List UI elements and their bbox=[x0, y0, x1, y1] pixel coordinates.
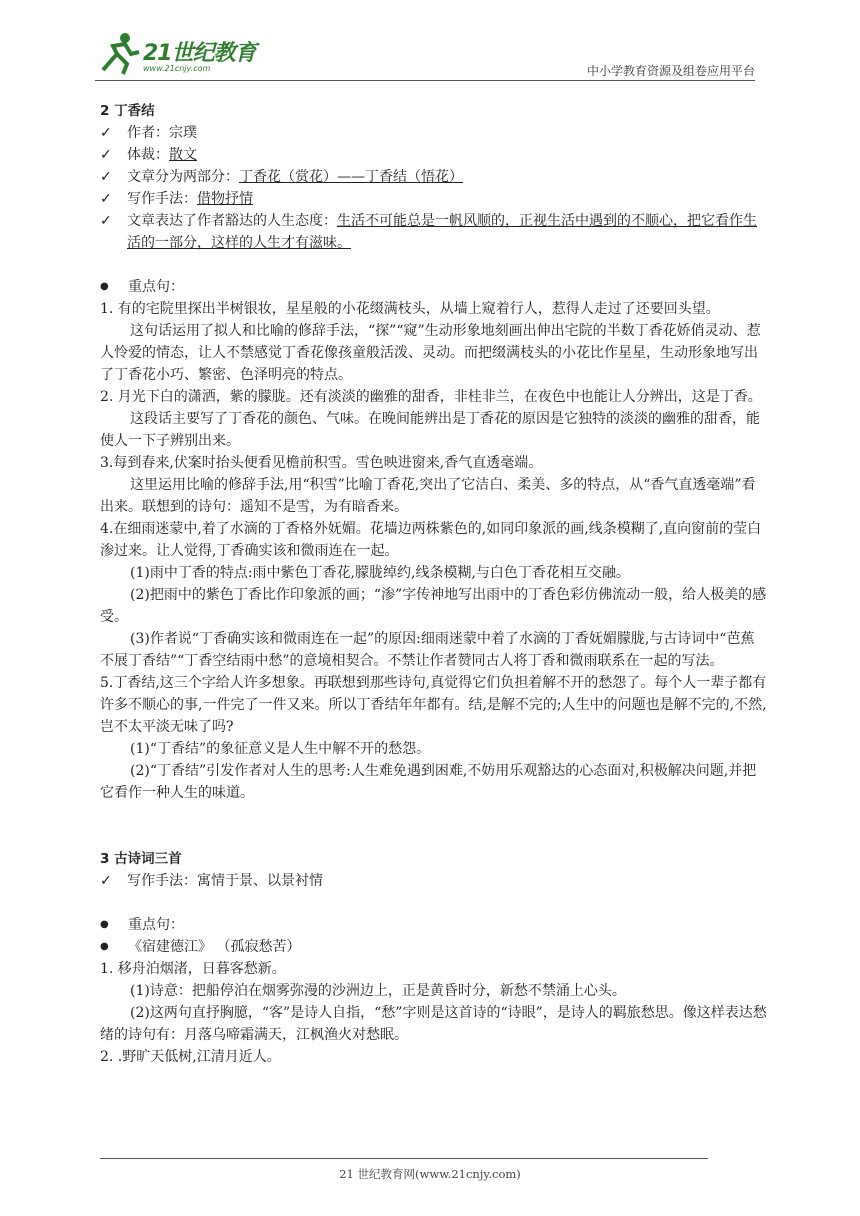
logo bbox=[95, 30, 265, 78]
bullet-icon: ● bbox=[100, 281, 109, 292]
poem-analysis-1: (1)诗意：把船停泊在烟雾弥漫的沙洲边上，正是黄昏时分，新愁不禁涌上心头。 bbox=[130, 983, 626, 999]
checkmark-icon: ✓ bbox=[100, 213, 112, 229]
footer-text: 21 世纪教育网(www.21cnjy.com) bbox=[339, 1167, 521, 1181]
runner-logo-icon bbox=[95, 30, 141, 76]
analysis-4-3: (3)作者说“丁香确实该和微雨连在一起”的原因:细雨迷蒙中着了水滴的丁香妩媚朦胧,与古诗词中“芭蕉不展丁香结”“丁香空结雨中愁”的意境相契合。不禁让作者赞同古人将丁香和微雨联系在一起的写法。 bbox=[100, 631, 755, 669]
sentence-5: 5.丁香结,这三个字给人许多想象。再联想到那些诗句,真觉得它们负担着解不开的愁怨了。每个人一辈子都有许多不顺心的事,一件完了一件又来。所以丁香结年年都有。结,是解不完的;人生中的问题也是解不完的,不然,岂不太平淡无味了吗? bbox=[100, 675, 767, 735]
header-divider bbox=[95, 80, 755, 81]
bullet-icon: ● bbox=[100, 941, 109, 952]
checkmark-icon: ✓ bbox=[100, 147, 112, 163]
analysis-4-2: (2)把雨中的紫色丁香比作印象派的画；“渗”字传神地写出雨中的丁香色彩仿佛流动一般，给人极美的感受。 bbox=[100, 587, 767, 625]
footer-divider bbox=[100, 1158, 708, 1159]
poem-line-1: 1. 移舟泊烟渚，日暮客愁新。 bbox=[100, 961, 286, 977]
info-item-technique-3: ✓ 写作手法：寓情于景、以景衬情 bbox=[100, 870, 768, 892]
info-item-attitude: ✓ 文章表达了作者豁达的人生态度：生活不可能总是一帆风顺的，正视生活中遇到的不顺心，把它看作生活的一部分，这样的人生才有滋味。 bbox=[100, 210, 768, 254]
analysis-3: 这里运用比喻的修辞手法,用“积雪”比喻丁香花,突出了它洁白、柔美、多的特点，从“香气直透毫端”看出来。联想到的诗句：遥知不是雪，为有暗香来。 bbox=[100, 477, 756, 515]
platform-title: 中小学教育资源及组卷应用平台 bbox=[586, 64, 755, 78]
logo-text: 21世纪教育 bbox=[143, 41, 256, 66]
analysis-5-2: (2)“丁香结”引发作者对人生的思考:人生难免遇到困难,不妨用乐观豁达的心态面对,积极解决问题,并把它看作一种人生的味道。 bbox=[100, 763, 757, 801]
bullet-icon: ● bbox=[100, 919, 109, 930]
checkmark-icon: ✓ bbox=[100, 191, 112, 207]
checkmark-icon: ✓ bbox=[100, 169, 112, 185]
section-title-2: 2 丁香结 bbox=[100, 103, 155, 119]
sentence-2: 2. 月光下白的潇洒，紫的朦胧。还有淡淡的幽雅的甜香，非桂非兰，在夜色中也能让人分辨出，这是丁香。 bbox=[100, 389, 762, 405]
logo-url: www.21cnjy.com bbox=[143, 64, 211, 73]
sentence-1: 1. 有的宅院里探出半树银妆，星星般的小花缀满枝头，从墙上窥着行人，惹得人走过了还要回头望。 bbox=[100, 301, 720, 317]
page-header bbox=[95, 30, 765, 82]
checkmark-icon: ✓ bbox=[100, 125, 112, 141]
analysis-1: 这句话运用了拟人和比喻的修辞手法，“探”“窥”生动形象地刻画出伸出宅院的半数丁香花娇俏灵动、惹人怜爱的情态，让人不禁感觉丁香花像孩童般活泼、灵动。而把缀满枝头的小花比作星星，生动形象地写出了丁香花小巧、繁密、色泽明亮的特点。 bbox=[100, 323, 761, 383]
checkmark-icon: ✓ bbox=[100, 873, 112, 889]
info-item-author: ✓ 作者：宗璞 bbox=[100, 122, 768, 144]
sentence-3: 3.每到春来,伏案时抬头便看见檐前积雪。雪色映进窗来,香气直透毫端。 bbox=[100, 455, 543, 471]
poem-line-2: 2. .野旷天低树,江清月近人。 bbox=[100, 1049, 281, 1065]
analysis-2: 这段话主要写了丁香花的颜色、气味。在晚间能辨出是丁香花的原因是它独特的淡淡的幽雅的甜香，能使人一下子辨别出来。 bbox=[100, 411, 760, 449]
sentence-4: 4.在细雨迷蒙中,着了水滴的丁香格外妩媚。花墙边两株紫色的,如同印象派的画,线条模糊了,直向窗前的莹白渗过来。让人觉得,丁香确实该和微雨连在一起。 bbox=[100, 521, 762, 559]
analysis-5-1: (1)“丁香结”的象征意义是人生中解不开的愁怨。 bbox=[130, 741, 431, 757]
info-item-structure: ✓ 文章分为两部分：丁香花（赏花）——丁香结（悟花） bbox=[100, 166, 768, 188]
document-body bbox=[100, 100, 768, 1068]
key-sentences-label-3: ● 重点句： bbox=[100, 914, 768, 936]
poem-title: ● 《宿建德江》 （孤寂愁苦） bbox=[100, 936, 768, 958]
info-item-genre: ✓ 体裁：散文 bbox=[100, 144, 768, 166]
info-item-technique: ✓ 写作手法：借物抒情 bbox=[100, 188, 768, 210]
poem-analysis-2: (2)这两句直抒胸臆，“客”是诗人自指，“愁”字则是这首诗的“诗眼”，是诗人的羁旅愁思。像这样表达愁绪的诗句有：月落乌啼霜满天，江枫渔火对愁眠。 bbox=[100, 1005, 767, 1043]
analysis-4-1: (1)雨中丁香的特点:雨中紫色丁香花,朦胧绰约,线条模糊,与白色丁香花相互交融。 bbox=[130, 565, 630, 581]
key-sentences-label: ● 重点句： bbox=[100, 276, 768, 298]
section-title-3: 3 古诗词三首 bbox=[100, 851, 182, 867]
